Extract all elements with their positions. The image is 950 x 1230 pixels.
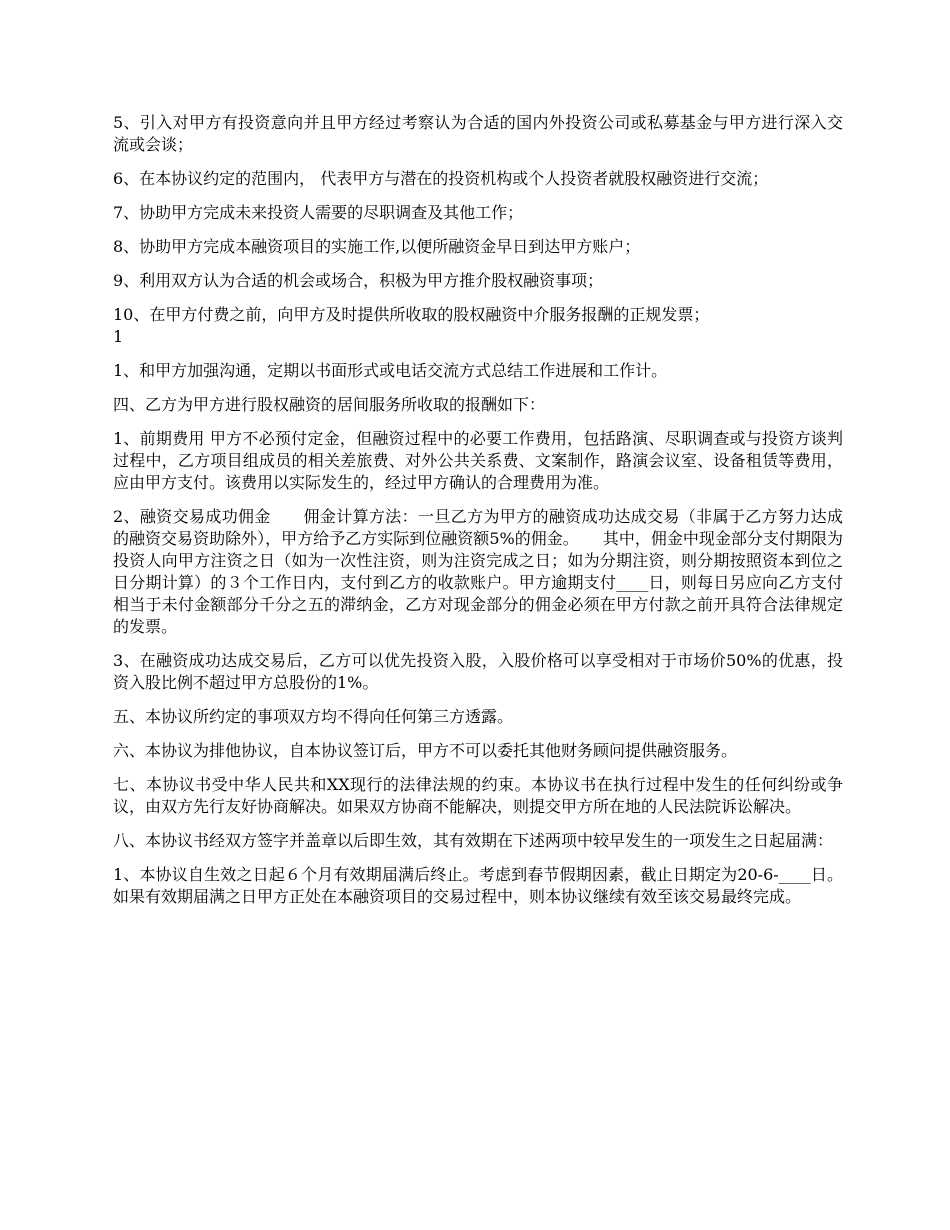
clause-6-paragraph: 6、在本协议约定的范围内， 代表甲方与潜在的投资机构或个人投资者就股权融资进行交流； bbox=[113, 169, 769, 188]
upfront-fee-paragraph: 1、前期费用 甲方不必预付定金，但融资过程中的必要工作费用，包括路演、尽职调查或与投资方谈判过程中，乙方项目组成员的相关差旅费、对外公共关系费、文案制作，路演会议室、设备租赁等费用，应由甲方支付。该费用以实际发生的，经过甲方确认的合理费用为准。 bbox=[113, 429, 843, 492]
clause-9-paragraph: 9、利用双方认为合适的机会或场合，积极为甲方推介股权融资事项； bbox=[113, 271, 604, 290]
equity-option-paragraph: 3、在融资成功达成交易后，乙方可以优先投资入股，入股价格可以享受相对于市场价50%的优惠，投资入股比例不超过甲方总股份的1%。 bbox=[113, 651, 843, 692]
section-seven-paragraph: 七、本协议书受中华人民共和XX现行的法律法规的约束。本协议书在执行过程中发生的任何纠纷或争议，由双方先行友好协商解决。如果双方协商不能解决，则提交甲方所在地的人民法院诉讼解决。 bbox=[113, 775, 843, 816]
clause-10-paragraph: 10、在甲方付费之前，向甲方及时提供所收取的股权融资中介服务报酬的正规发票； bbox=[113, 305, 710, 324]
page-number: 1 bbox=[113, 327, 124, 346]
document-page bbox=[113, 112, 843, 920]
section-four-heading: 四、乙方为甲方进行股权融资的居间服务所收取的报酬如下： bbox=[113, 395, 546, 414]
section-six-paragraph: 六、本协议为排他协议，自本协议签订后，甲方不可以委托其他财务顾问提供融资服务。 bbox=[113, 741, 738, 760]
clause-8-paragraph: 8、协助甲方完成本融资项目的实施工作,以便所融资金早日到达甲方账户； bbox=[113, 237, 641, 256]
clause-7-paragraph: 7、协助甲方完成未来投资人需要的尽职调查及其他工作； bbox=[113, 203, 524, 222]
communication-clause-paragraph: 1、和甲方加强沟通，定期以书面形式或电话交流方式总结工作进展和工作计。 bbox=[113, 361, 668, 380]
clause-5-paragraph: 5、引入对甲方有投资意向并且甲方经过考察认为合适的国内外投资公司或私募基金与甲方进行深入交流或会谈； bbox=[113, 113, 843, 154]
success-commission-paragraph: 2、融资交易成功佣金 佣金计算方法：一旦乙方为甲方的融资成功达成交易（非属于乙方努力达成的融资交易资助除外），甲方给予乙方实际到位融资额5%的佣金。 其中，佣金中现金部分支付期限为投资人向甲方注资之日（如为一次性注资，则为注资完成之日；如为分期注资，则分期按照资本到位之日分期计算）的３个工作日内，支付到乙方的收款账户。甲方逾期支付____日，则每日另应向乙方支付相当于未付金额部分千分之五的滞纳金，乙方对现金部分的佣金必须在甲方付款之前开具符合法律规定的发票。 bbox=[113, 507, 843, 636]
term-clause-paragraph: 1、本协议自生效之日起６个月有效期届满后终止。考虑到春节假期因素，截止日期定为20-6-____日。如果有效期届满之日甲方正处在本融资项目的交易过程中，则本协议继续有效至该交易最终完成。 bbox=[113, 865, 843, 906]
section-eight-paragraph: 八、本协议书经双方签字并盖章以后即生效，其有效期在下述两项中较早发生的一项发生之日起届满： bbox=[113, 831, 834, 850]
section-five-paragraph: 五、本协议所约定的事项双方均不得向任何第三方透露。 bbox=[113, 707, 514, 726]
